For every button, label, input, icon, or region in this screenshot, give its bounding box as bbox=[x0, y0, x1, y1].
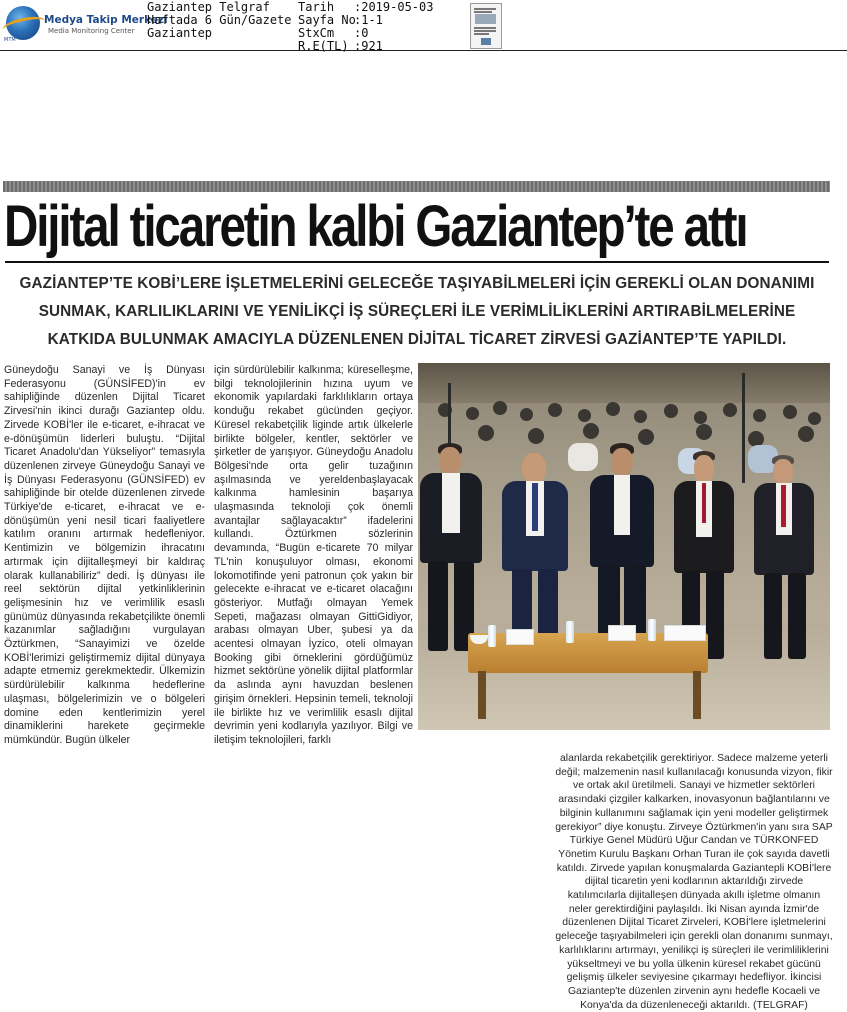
publication-frequency: Haftada 6 Gün/Gazete bbox=[147, 13, 292, 27]
logo-tag: MTM bbox=[4, 37, 16, 43]
headline-rule bbox=[5, 261, 829, 263]
article-column-3: alanlarda rekabetçilik gerektiriyor. Sadece malzeme yeterli değil; malzemenin nasıl kullanılacağı konusunda vizyon, fikir ve ortak akıl üretilmeli. Sanayi ve hizmetler sektörleri arasındaki çizgiler kalkarken, inovasyonun bağlantılarını ve bilginin kullanımını sağlamak için yeni modeller geliştirmek gerekiyor” diye konuştu. Zirveye Öztürkmen'in yanı sıra SAP Türkiye Genel Müdürü Uğur Candan ve TÜRKONFED Yönetim Kurulu Başkanı Orhan Turan ile çok sayıda davetli katıldı. Zirvede yapılan konuşmalarda Gaziantepli KOBİ'lere dijital ticaretin yeni kodlarının aktarıldığı zirvede katılımcılarla dijitalleşen dünyada akıllı işletme olmanın neler gerektirdiğini paylaşıldı. İki Nisan ayında İzmir'de düzenlenen Dijital Ticaret Zirveleri, KOBİ'lere işletmelerini geleceğe taşıyabilmeleri için gerekli olan donanımı sunmayı, karlılıklarını artırmayı, yenilikçi iş süreçleri ile verimliliklerini yükseltmeyi ve bu yolla ülkenin küresel rekabet gücünü gelişmiş ülkeler seviyesine çıkarmayı hedefliyor. İkincisi Gaziantep'te düzenlen zirvenin aynı hedefle Kocaeli ve Konya'da da düzenleneceği aktarıldı. (TELGRAF) bbox=[555, 753, 833, 1011]
logo-subtitle: Media Monitoring Center bbox=[48, 27, 135, 35]
publication-name: Gaziantep Telgraf bbox=[147, 0, 270, 14]
article-headline: Dijital ticaretin kalbi Gaziantep’te attı bbox=[4, 194, 747, 259]
clipping-header bbox=[0, 0, 847, 51]
summit-photo bbox=[418, 363, 830, 730]
meta-row-page: Sayfa No:1-1 bbox=[298, 13, 383, 27]
meta-row-ad-value: R.E(TL) :921 bbox=[298, 39, 383, 53]
medya-takip-logo bbox=[2, 2, 168, 46]
meta-row-date: Tarih :2019-05-03 bbox=[298, 0, 434, 14]
source-info bbox=[147, 1, 292, 40]
meta-row-stxcm: StxCm :0 bbox=[298, 26, 369, 40]
headline-top-bar bbox=[3, 181, 830, 192]
article-deck: GAZİANTEP’TE KOBİ’LERE İŞLETMELERİNİ GELECEĞE TAŞIYABİLMELERİ İÇİN GEREKLİ OLAN DONANIMI SUNMAK, KARLILIKLARINI VE YENİLİKÇİ İŞ SÜREÇLERİ İLE VERİMLİLİKLERİNİ ARTIRABİLMELERİNE KATKIDA BULUNMAK AMACIYLA DÜZENLENEN DİJİTAL TİCARET ZİRVESİ GAZİANTEP’TE YAPILDI. bbox=[19, 275, 815, 348]
article-column-1: Güneydoğu Sanayi ve İş Dünyası Federasyonu (GÜNSİFED)'in ev sahipliğinde düzenlen Dijital Ticaret Zirvesi'nin ikinci durağı Gaziantep oldu. Zirvede KOBİ'ler ile e-ticaret, e-ihracat ve e-dönüşümün liderleri buluştu. “Dijital Ticaret Anadolu'dan Yükseliyor” temasıyla düzenlenen zirveye Güneydoğu Sanayi ve İş Dünyası Federasyonu (GÜNSİFED) ev sahipliğinde bir otelde düzenlenen zirvede Türkiye'de e-ticaret, e-ihracat ve e-dönüşümün yeni nesil ticari faaliyetlere katılım oranını artırmak hedefleniyor. Kentimizin ve bölgemizin ihracatını artırmak için dijitalleşmeyi bir kaldıraç olarak kullanabiliriz” dedi. İş dünyası ile reel sektörün dijital yetkinliklerinin gelişmesinin hız ve verimlilik esaslı günümüz dünyasında rekabetçilikte önemli kazanımlar sağladığını vurgulayan Öztürkmen, “Sanayimizi ve özelde KOBİ'lerimizi geliştirmemiz dijital dünyaya adapte etmemiz gerekmektedir. Ülkemizin sürdürülebilir kalkınma hedeflerine ulaşması, bölgelerimizin ve o bölgeleri domine eden kentlerimizin yerel dinamiklerini harekete geçirmekle mümkündür. Bugün ülkeler bbox=[4, 364, 205, 746]
clipping-meta bbox=[298, 1, 433, 53]
logo-name: Medya Takip Merkezi bbox=[44, 14, 168, 26]
page-thumbnail[interactable] bbox=[470, 3, 502, 49]
article-column-2: için sürdürülebilir kalkınma; küreselleşme, bilgi teknolojilerinin hızına uyum ve ekonomik yapılardaki farklılıkların ortaya konduğu rekabet gücünden geçiyor. Küresel rekabetçilik liginde artık ülkelerle birlikte bölgeler, kentler, sektörler ve şirketler de yarışıyor. Güneydoğu Anadolu Bölgesi'nde orta gelir tuzağının aşılmasında ve yereldenbaşlayacak kalkınma hamlesinin başarıya ulaşmasında teknoloji çok önemli avantajlar sağlayacaktır” ifadelerini kullandı. Öztürkmen sözlerinin devamında, “Bugün e-ticarete 70 milyar TL'nin konuşuluyor olması, ekonomi lokomotifinde yeni patronun çok yakın bir gelecekte e-ihracat ve e-ticaret olacağını gösteriyor. Mutfağı olmayan Yemek Sepeti, mağazası olmayan GittiGidiyor, arabası olmayan Uber, şubesi ya da acentesi olmayan İyzico, oteli olmayan Booking gibi örneklerini gördüğümüz hizmet sektörüne yönelik dijital platformlar da aslında aynı havuzdan beslenen girişim örnekleri. Hepsinin temeli, teknoloji ile birlikte hız ve verimlilik esaslı dijital devrimin yeni kodlarıyla yazılıyor. Bilgi ve iletişim teknolojileri, farklı bbox=[214, 364, 413, 746]
publication-city: Gaziantep bbox=[147, 26, 213, 40]
